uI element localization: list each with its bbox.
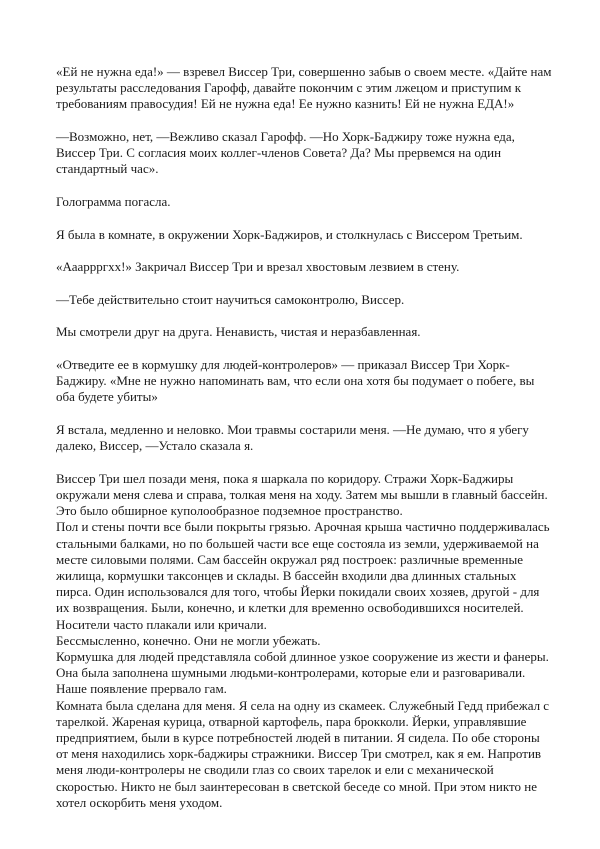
paragraph: Я была в комнате, в окружении Хорк-Баджиров, и столкнулась с Виссером Третьим. — [56, 226, 523, 242]
paragraph: Кормушка для людей представляла собой длинное узкое сооружение из жести и фанеры. Она была заполнена шумными людьми-контролерами, которые ели и разговаривали. Наше появление прервало гам. — [56, 649, 549, 697]
paragraph: Комната была сделана для меня. Я села на одну из скамеек. Служебный Гедд прибежал с тарелкой. Жареная курица, отварной картофель, пара брокколи. Йерки, управлявшие предприятием, были в курсе потребностей людей в питании. Я сидела. По обе стороны от меня находились хорк-баджиры стражники. Виссер Три смотрел, как я ем. Напротив меня люди-контролеры не сводили глаз со своих тарелок и ели с механической скоростью. Никто не был заинтересован в светской беседе со мной. При этом никто не хотел оскорбить меня уходом. — [56, 697, 550, 810]
paragraph: Я встала, медленно и неловко. Мои травмы состарили меня. —Не думаю, что я убегу далеко, Виссер, —Устало сказала я. — [56, 421, 529, 454]
paragraph: «Отведите ее в кормушку для людей-контролеров» — приказал Виссер Три Хорк-Баджиру. «Мне не нужно напоминать вам, что если она хотя бы подумает о побеге, вы оба будете убиты» — [56, 356, 535, 405]
document-body — [56, 64, 554, 811]
paragraph: Голограмма погасла. — [56, 194, 171, 209]
paragraph: «Аааррргхх!» Закричал Виссер Три и врезал хвостовым лезвием в стену. — [56, 259, 460, 275]
paragraph: Мы смотрели друг на друга. Ненависть, чистая и неразбавленная. — [56, 324, 421, 340]
paragraph: Бессмысленно, конечно. Они не могли убежать. — [56, 632, 321, 648]
paragraph: «Ей не нужна еда!» — взревел Виссер Три, совершенно забыв о своем месте. «Дайте нам результаты расследования Гарофф, давайте покончим с этим лжецом и приступим к требованиям правосудия! Ей не нужна еда! Ее нужно казнить! Ей не нужна ЕДА!» — [56, 64, 552, 112]
paragraph: —Возможно, нет, —Вежливо сказал Гарофф. —Но Хорк-Баджиру тоже нужна еда, Виссер Три. С согласия моих коллег-членов Совета? Да? Мы прервемся на один стандартный час». — [56, 129, 515, 177]
paragraph: —Тебе действительно стоит научиться самоконтролю, Виссер. — [56, 291, 405, 307]
paragraph: Виссер Три шел позади меня, пока я шаркала по коридору. Стражи Хорк-Баджиры окружали меня слева и справа, толкая меня на ходу. Затем мы вышли в главный бассейн. Это было обширное куполообразное подземное пространство. — [56, 470, 548, 519]
paragraph: Пол и стены почти все были покрыты грязью. Арочная крыша частично поддерживалась стальными балками, но по большей части все еще состояла из земли, удерживаемой на месте силовыми полями. Сам бассейн окружал ряд построек: различные временные жилища, кормушки таксонцев и склады. В бассейн входили два длинных стальных пирса. Один использовался для того, чтобы Йерки покидали своих хозяев, другой - для их возвращения. Были, конечно, и клетки для временно освободившихся носителей. Носители часто плакали или кричали. — [56, 519, 550, 632]
